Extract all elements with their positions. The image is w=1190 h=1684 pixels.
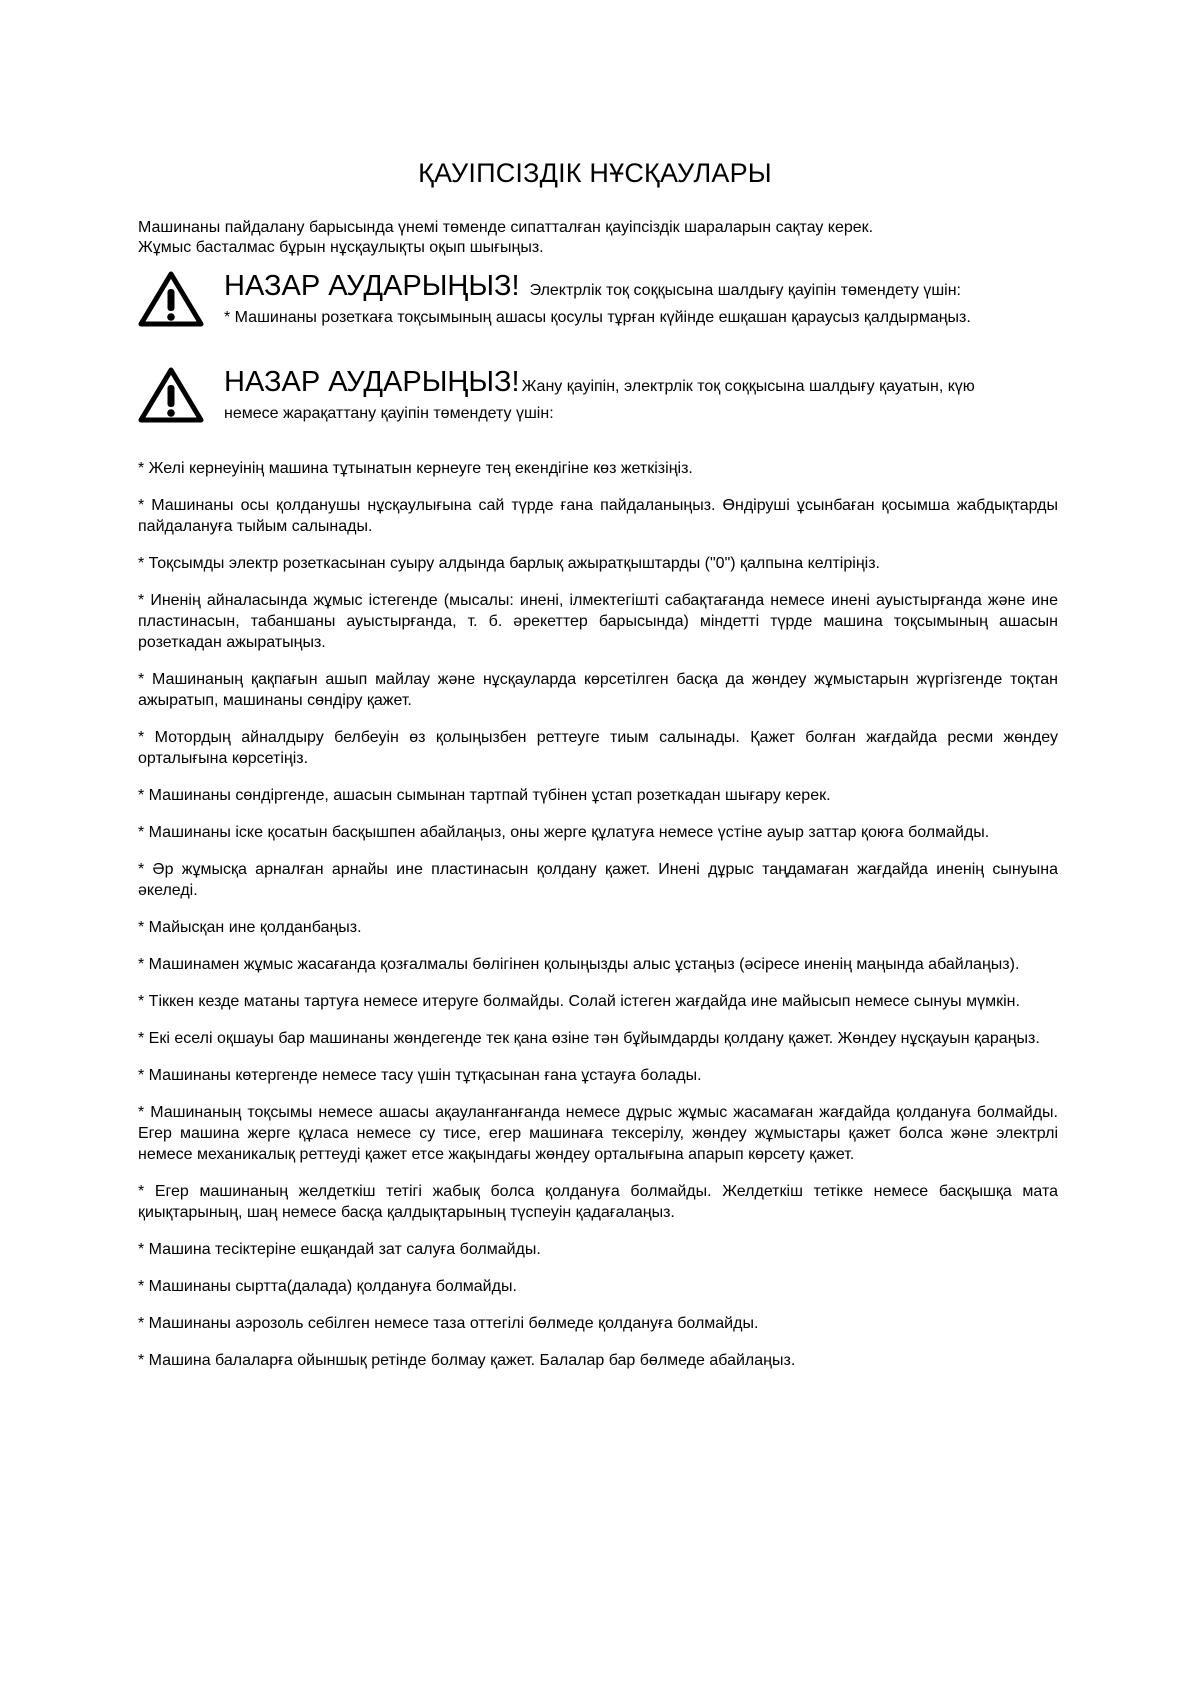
list-item: * Желі кернеуінің машина тұтынатын кернеуге тең екендігіне көз жеткізіңіз. [138,460,693,477]
list-item: * Машинаны сөндіргенде, ашасын сымынан тартпай түбінен ұстап розеткадан шығару керек. [138,787,831,804]
list-item: * Машина балаларға ойыншық ретінде болмау қажет. Балалар бар бөлмеде абайлаңыз. [138,1352,796,1369]
list-item: * Машинаның қақпағын ашып майлау және нұсқауларда көрсетілген басқа да жөндеу жұмыстарын жүргізгенде тоқтан ажыратып, машинаны сөндіру қажет. [138,671,1058,709]
list-item: * Машинамен жұмыс жасағанда қозғалмалы бөлігінен қолыңызды алыс ұстаңыз (әсіресе иненің маңында абайлаңыз). [138,956,1020,973]
list-item: * Машинаның тоқсымы немесе ашасы ақауланғанғанда немесе дұрыс жұмыс жасамаған жағдайда қолдануға болмайды. Егер машина жерге құласа немесе су тисе, егер машинаға тексерілу, жөндеу жұмыстары қажет болса және электрлі немесе механикалық реттеуді қажет етсе жақындағы жөндеу орталығына апарып көрсету қажет. [138,1104,1058,1163]
warning-text: немесе жарақаттану қауіпін төмендету үшін: [224,405,554,422]
intro-line: Машинаны пайдалану барысында үнемі төменде сипатталған қауіпсіздік шараларын сақтау керек. [138,219,874,236]
list-item: * Машинаны іске қосатын басқышпен абайлаңыз, оны жерге құлатуға немесе үстіне ауыр заттар қоюға болмайды. [138,824,990,841]
list-item: * Машина тесіктеріне ешқандай зат салуға болмайды. [138,1241,541,1258]
list-item: * Машинаны аэрозоль себілген немесе таза оттегілі бөлмеде қолдануға болмайды. [138,1315,759,1332]
list-item: * Иненің айналасында жұмыс істегенде (мысалы: инені, ілмектегішті сабақтағанда немесе инені ауыстырғанда және ине пластинасын, табаншаны ауыстырғанда, т. б. әрекеттер барысында) міндетті түрде машина тоқсымының ашасын розеткадан ажыратыңыз. [138,592,1058,651]
list-item: * Тоқсымды электр розеткасынан суыру алдында барлық ажыратқыштарды ("0") қалпына келтіріңіз. [138,555,880,572]
warning-subheading: Электрлік тоқ соққысына шалдығу қауіпін төмендету үшін: [529,282,961,299]
list-item: * Егер машинаның желдеткіш тетігі жабық болса қолдануға болмайды. Желдеткіш тетікке немесе басқышқа мата қиықтарының, шаң немесе басқа қалдықтарының түспеуін қадағалаңыз. [138,1183,1058,1221]
list-item: * Екі еселі оқшауы бар машинаны жөндегенде тек қана өзіне тән бұйымдарды қолдану қажет. Жөндеу нұсқауын қараңыз. [138,1030,1040,1047]
warning-subheading: Жану қауіпін, электрлік тоқ соққысына шалдығу қауатын, күю [521,378,975,395]
warning-heading: НАЗАР АУДАРЫҢЫЗ! [224,270,520,302]
warning-triangle-icon [138,270,204,328]
intro-paragraph [138,218,1058,258]
list-item: * Әр жұмысқа арналған арнайы ине пластинасын қолдану қажет. Инені дұрыс таңдамаған жағдайда иненің сынуына әкеледі. [138,861,1058,899]
intro-line: Жұмыс басталмас бұрын нұсқаулықты оқып шығыңыз. [138,239,544,256]
warning-triangle-icon [138,366,204,424]
list-item: * Мотордың айналдыру белбеуін өз қолыңызбен реттеуге тиым салынады. Қажет болған жағдайда ресми жөндеу орталығына көрсетіңіз. [138,729,1058,767]
list-item: * Тіккен кезде матаны тартуға немесе итеруге болмайды. Солай істеген жағдайда ине майысып немесе сынуы мүмкін. [138,993,1020,1010]
list-item: * Машинаны осы қолданушы нұсқаулығына сай түрде ғана пайдаланыңыз. Өндіруші ұсынбаған қосымша жабдықтарды пайдалануға тыйым салынады. [138,497,1058,535]
safety-rules-list [138,442,1058,1387]
list-item: * Машинаны сыртта(далада) қолдануға болмайды. [138,1278,517,1295]
list-item: * Машинаны көтергенде немесе тасу үшін тұтқасынан ғана ұстауға болады. [138,1067,702,1084]
warning-text: * Машинаны розеткаға тоқсымының ашасы қосулы тұрған күйінде ешқашан қараусыз қалдырмаңыз. [224,309,971,326]
list-item: * Майысқан ине қолданбаңыз. [138,919,362,936]
page-title: ҚАУІПСІЗДІК НҰСҚАУЛАРЫ [418,158,772,188]
warning-heading: НАЗАР АУДАРЫҢЫЗ! [224,366,520,398]
